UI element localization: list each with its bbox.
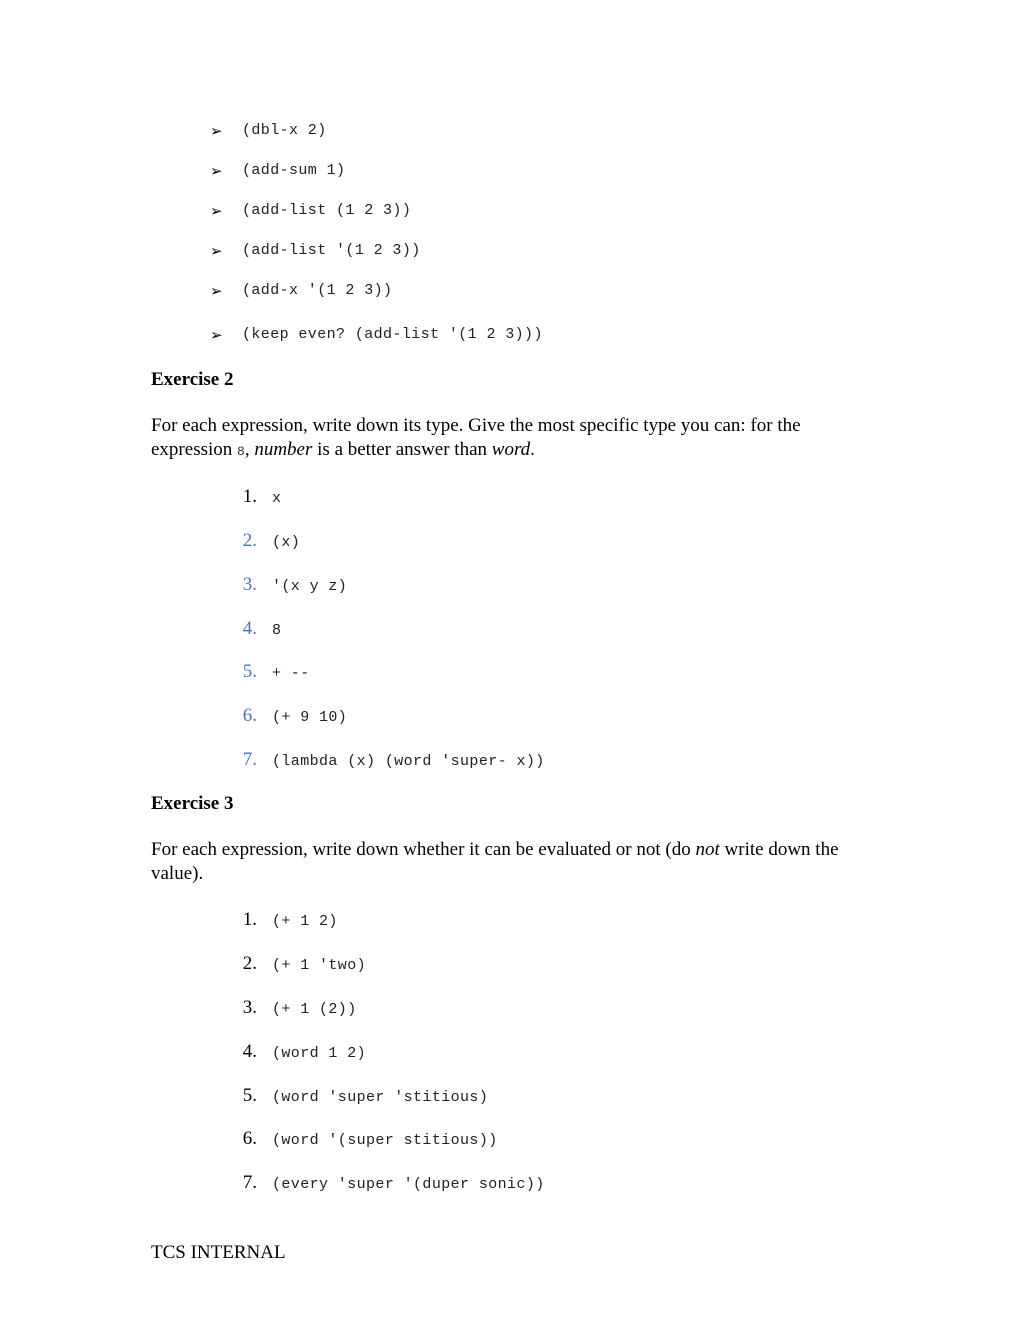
list-item xyxy=(226,1170,545,1196)
exercise-2-heading: Exercise 2 xyxy=(151,369,234,390)
list-code: (+ 1 2) xyxy=(272,913,338,930)
list-code: (+ 9 10) xyxy=(272,709,348,726)
list-code: (lambda (x) (word 'super- x)) xyxy=(272,753,545,770)
list-code: + -- xyxy=(272,665,310,682)
bullet-code: (dbl-x 2) xyxy=(242,122,327,139)
list-item xyxy=(226,951,366,977)
list-item xyxy=(226,659,310,685)
bullet-code: (keep even? (add-list '(1 2 3))) xyxy=(242,326,543,343)
bullet-code: (add-sum 1) xyxy=(242,162,346,179)
list-code: (every 'super '(duper sonic)) xyxy=(272,1176,545,1193)
exercise-3-instructions: For each expression, write down whether it can be evaluated or not (do not write down the value). xyxy=(151,839,839,884)
list-number: 6. xyxy=(242,705,257,726)
arrow-bullet-icon: ➢ xyxy=(210,242,223,260)
list-item xyxy=(226,616,281,642)
list-number: 3. xyxy=(242,574,257,595)
arrow-bullet-icon: ➢ xyxy=(210,282,223,300)
exercise-2-instructions: For each expression, write down its type. Give the most specific type you can: for the expression 8, number is a better answer than word. xyxy=(151,415,801,460)
list-code: (word '(super stitious)) xyxy=(272,1132,498,1149)
list-code: (x) xyxy=(272,534,301,551)
list-item xyxy=(226,995,357,1021)
list-number: 2. xyxy=(242,530,257,551)
list-number: 4. xyxy=(242,1041,257,1062)
list-code: x xyxy=(272,490,282,507)
list-item xyxy=(226,484,281,510)
list-number: 7. xyxy=(242,749,257,770)
list-number: 1. xyxy=(242,909,257,930)
list-code: (+ 1 (2)) xyxy=(272,1001,357,1018)
page-footer: TCS INTERNAL xyxy=(151,1242,286,1263)
bullet-item xyxy=(210,200,411,222)
bullet-code: (add-x '(1 2 3)) xyxy=(242,282,393,299)
bullet-item xyxy=(210,240,421,262)
arrow-bullet-icon: ➢ xyxy=(210,202,223,220)
list-code: '(x y z) xyxy=(272,578,348,595)
list-code: (word 1 2) xyxy=(272,1045,367,1062)
list-item xyxy=(226,1126,498,1152)
inline-code: 8 xyxy=(237,444,245,459)
list-code: (word 'super 'stitious) xyxy=(272,1089,489,1106)
list-number: 3. xyxy=(242,997,257,1018)
list-number: 2. xyxy=(242,953,257,974)
bullet-code: (add-list (1 2 3)) xyxy=(242,202,412,219)
list-number: 5. xyxy=(242,1085,257,1106)
list-code: (+ 1 'two) xyxy=(272,957,367,974)
arrow-bullet-icon: ➢ xyxy=(210,122,223,140)
bullet-code: (add-list '(1 2 3)) xyxy=(242,242,421,259)
list-item xyxy=(226,907,338,933)
bullet-item xyxy=(210,280,392,302)
exercise-3-heading: Exercise 3 xyxy=(151,793,234,814)
list-item xyxy=(226,572,347,598)
list-item xyxy=(226,528,300,554)
list-item xyxy=(226,1083,488,1109)
arrow-bullet-icon: ➢ xyxy=(210,326,223,344)
list-item xyxy=(226,703,347,729)
list-number: 6. xyxy=(242,1128,257,1149)
bullet-item xyxy=(210,120,327,142)
bullet-item xyxy=(210,324,543,346)
list-item xyxy=(226,1039,366,1065)
list-number: 4. xyxy=(242,618,257,639)
bullet-item xyxy=(210,160,345,182)
list-code: 8 xyxy=(272,622,282,639)
list-number: 7. xyxy=(242,1172,257,1193)
arrow-bullet-icon: ➢ xyxy=(210,162,223,180)
list-number: 1. xyxy=(242,486,257,507)
list-number: 5. xyxy=(242,661,257,682)
list-item xyxy=(226,747,545,773)
